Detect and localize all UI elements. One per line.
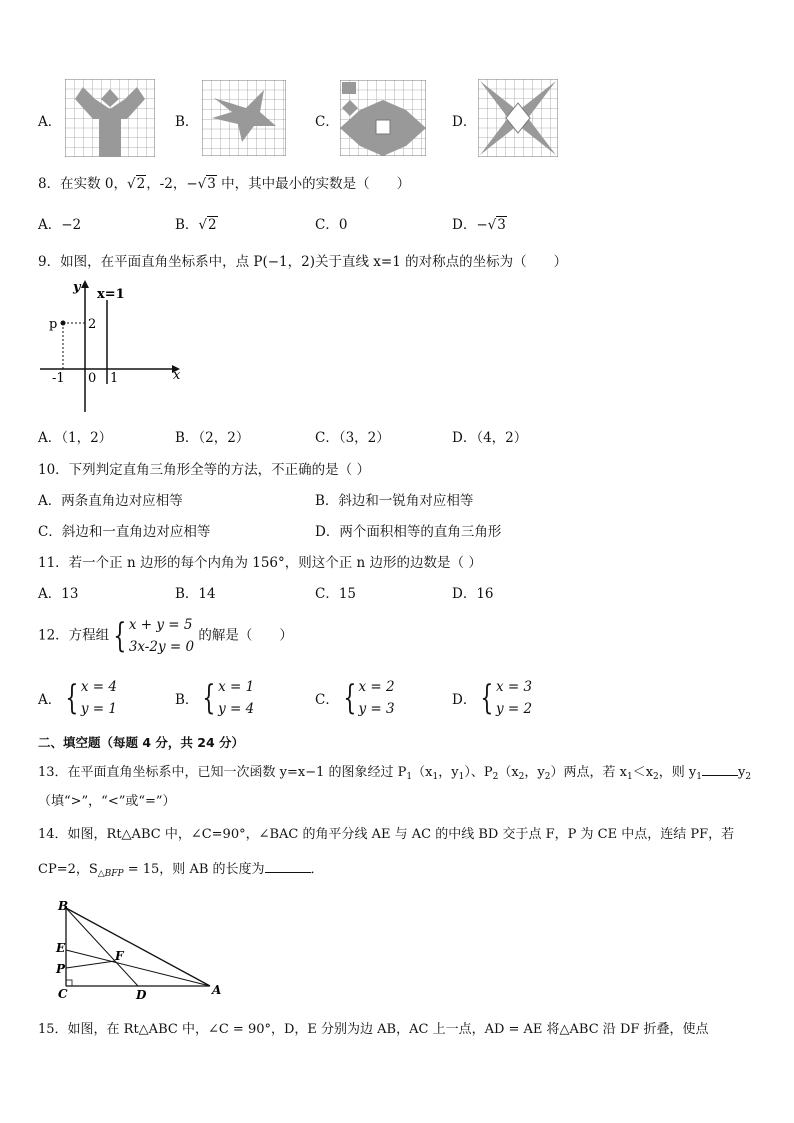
point-p-label: p — [49, 317, 58, 332]
q12-stem — [38, 614, 293, 658]
q14-triangle-figure — [52, 898, 232, 1004]
q8-stem-c: 中，其中最小的实数是（ ） — [216, 176, 411, 192]
q10-option-c: C．斜边和一直角边对应相等 — [38, 524, 211, 540]
label-D: D — [136, 988, 147, 1002]
q13-line2: （填“>”，“<”或“=”） — [38, 794, 176, 809]
q8-stem — [38, 172, 410, 192]
x-axis-label: x — [173, 368, 181, 383]
q7-figure-d — [478, 79, 558, 157]
tick-0: 0 — [88, 371, 97, 386]
q8-neg: − — [186, 176, 198, 192]
q10-option-d: D．两个面积相等的直角三角形 — [315, 524, 502, 540]
q9-stem: 9．如图，在平面直角坐标系中，点 P(−1，2)关于直线 x=1 的对称点的坐标为（ ） — [38, 254, 568, 270]
label-F: F — [115, 949, 124, 963]
q11-stem: 11．若一个正 n 边形的每个内角为 156°，则这个正 n 边形的边数是（ ） — [38, 555, 482, 571]
q13-line1: 13．在平面直角坐标系中，已知一次函数 y=x−1 的图象经过 $P_1(x_1$，$y_1$）、$P_2(x_2$，$y_2$）两点，若 $x_1<x_2$，则 $y_1$ $y_2$ — [38, 765, 752, 782]
q9-option-b: B．（2，2） — [175, 430, 250, 446]
q9-option-d: D．（4，2） — [452, 430, 528, 446]
q10-stem: 10．下列判定直角三角形全等的方法，不正确的是（ ） — [38, 462, 370, 478]
q7-option-a-label: A． — [38, 114, 62, 130]
q11-option-a: A．13 — [38, 586, 79, 602]
label-E: E — [56, 941, 66, 955]
q12-stem-b: 的解是（ ） — [198, 627, 293, 644]
q7-option-d-label: D． — [452, 114, 477, 130]
label-P: P — [56, 962, 66, 976]
q12-option-d: D． { x = 3 y = 2 — [452, 678, 533, 718]
answer-blank[interactable] — [265, 872, 311, 873]
q11-option-c: C．15 — [315, 586, 357, 602]
q15-line1: 15．如图，在 Rt△ABC 中，∠C = 90°，D，E 分别为边 AB，AC 上一点，AD = AE 将△ABC 沿 DF 折叠，使点 — [38, 1022, 709, 1037]
tick-2: 2 — [88, 317, 97, 332]
q12-option-c: C． { x = 2 y = 3 — [315, 678, 395, 718]
tick-neg1: -1 — [52, 371, 65, 386]
q8-option-d: D．−√3 — [452, 217, 506, 233]
q14-line1: 14．如图，Rt△ABC 中，∠C=90°，∠BAC 的角平分线 AE 与 AC 的中线 BD 交于点 F，P 为 CE 中点，连结 PF，若 — [38, 827, 735, 842]
q8-stem-b: ，-2， — [146, 176, 187, 192]
q7-figure-b — [202, 80, 286, 156]
sqrt2: √2 — [126, 176, 146, 192]
q10-option-b: B．斜边和一锐角对应相等 — [315, 493, 474, 509]
q12-eq1: x + y = 5 — [128, 617, 193, 633]
q9-option-a: A．（1，2） — [38, 430, 113, 446]
q9-coordinate-figure — [40, 276, 190, 416]
sqrt3: √3 — [197, 176, 216, 192]
q7-option-c-label: C． — [315, 114, 339, 130]
y-axis-label: y — [73, 280, 81, 295]
tick-1: 1 — [110, 371, 119, 386]
q12-option-b: B． { x = 1 y = 4 — [175, 678, 255, 718]
q7-figure-a — [65, 79, 155, 157]
q12-eq2: 3x-2y = 0 — [128, 639, 195, 655]
label-A: A — [212, 983, 222, 997]
q11-option-b: B．14 — [175, 586, 216, 602]
q9-option-c: C．（3，2） — [315, 430, 390, 446]
section-heading: 二、填空题（每题 4 分，共 24 分） — [38, 735, 245, 750]
q8-option-b: B．√2 — [175, 217, 217, 233]
q7-option-b-label: B． — [175, 114, 199, 130]
q8-option-a: A．−2 — [38, 217, 82, 233]
q12-option-a: A． { x = 4 y = 1 — [38, 678, 118, 718]
label-B: B — [58, 899, 69, 913]
q8-stem-a: 8．在实数 0， — [38, 176, 127, 192]
q8-option-c: C．0 — [315, 217, 348, 233]
q12-stem-a: 12．方程组 — [38, 627, 110, 644]
label-C: C — [58, 987, 68, 1001]
line-label: x=1 — [97, 287, 125, 302]
q14-line2: CP=2，$S_{\triangle BFP} = 15$，则 AB 的长度为 ． — [38, 862, 324, 879]
q10-option-a: A．两条直角边对应相等 — [38, 493, 183, 509]
q11-option-d: D．16 — [452, 586, 494, 602]
answer-blank[interactable] — [702, 775, 738, 776]
q12-system: { x + y = 5 3x-2y = 0 — [113, 616, 195, 656]
q7-figure-c — [340, 80, 426, 156]
